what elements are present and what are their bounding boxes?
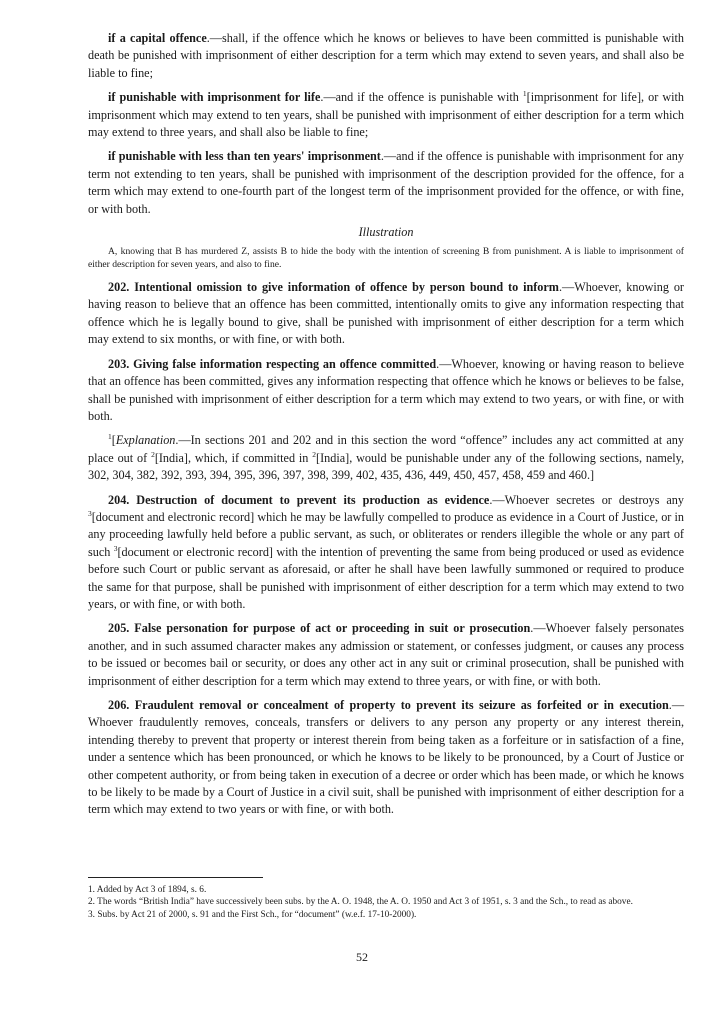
section-text: .—Whoever fraudulently removes, conceals, transfers or delivers to any person any property or any interest therein, intending thereby to prevent that property or interest therein from being taken as a forfeiture or in satisfaction of a fine, under a sentence which has been pronounced, or which he knows to be likely to be pronounced, by a Court of Justice or other competent authority, or from being taken in execution of a decree or order which has been made, or which he knows to be likely to be made by a Court of Justice in a civil suit, shall be punished with imprisonment of either description for a term which may extend to two years or with fine, or with both. <box>88 698 684 817</box>
footnote-ref: 1 <box>108 432 112 442</box>
footnotes <box>88 884 684 921</box>
explanation-text: .—In sections 201 and 202 and in this section the word “offence” includes any act committed at any place out of <box>88 433 684 465</box>
footnote-ref: 1 <box>522 89 527 99</box>
footnote-ref: 2 <box>312 449 317 459</box>
clause-heading: if punishable with less than ten years' imprisonment <box>108 149 381 164</box>
clause-text: .—and if the offence is punishable with <box>320 90 523 105</box>
footnote-ref: 3 <box>88 508 92 518</box>
section-204 <box>88 492 684 614</box>
footnote-item <box>88 896 684 908</box>
clause-heading: if punishable with imprisonment for life <box>108 90 321 105</box>
footnote-ref: 2 <box>151 449 155 459</box>
footnote-item <box>88 884 684 896</box>
explanation-text: [India], would be punishable under any of the following sections, namely, 302, 304, 382, 392, 393, 394, 395, 396, 397, 398, 399, 402, 435, 436, 449, 450, 457, 458, 459 and 460.] <box>88 450 684 483</box>
clause-capital-offence <box>88 30 684 82</box>
footnote-item <box>88 909 684 921</box>
footnote-ref: 3 <box>113 543 118 553</box>
section-heading: 202. Intentional omission to give information of offence by person bound to inform <box>108 280 559 295</box>
illustration-title: Illustration <box>358 225 414 240</box>
explanation-text: [India], which, if committed in <box>154 450 313 465</box>
illustration-text: A, knowing that B has murdered Z, assists B to hide the body with the intention of screening B from punishment. A is liable to imprisonment of either description for seven years, and also to fine. <box>88 246 684 271</box>
section-text: .—Whoever, knowing or having reason to believe that an offence has been committed, gives any information respecting that offence which he knows or believes to be false, shall be punished with imprisonment of either description for a term which may extend to two years, or with fine, or with both. <box>88 356 684 423</box>
section-202 <box>88 279 684 349</box>
explanation-label: Explanation <box>115 433 176 448</box>
section-text: .—Whoever, knowing or having reason to believe that an offence has been committed, intentionally omits to give any information respecting that offence which he is legally bound to give, shall be punished with imprisonment of either description for a term which may extend to six months, or with fine, or with both. <box>88 280 684 347</box>
clause-text: [imprisonment for life], or with imprisonment which may extend to ten years, shall be punished with imprisonment of either description for a term which may extend to three years, and shall also be liable to fine; <box>88 90 685 140</box>
section-heading: 203. Giving false information respecting an offence committed <box>108 356 437 371</box>
explanation-paragraph: $^1$[Explanation.—In sections 201 and 202 and in this section the word “offence” includes any act committed at any place out of $^2$[India], which, if committed in $^2$[India], would be punishable under any of the following sections, namely, 302, 304, 382, 392, 393, 394, 395, 396, 397, 398, 399, 402, 435, 436, 449, 450, 457, 458, 459 and 460.] <box>88 432 684 483</box>
footnote-number: 3. <box>88 909 95 920</box>
clause-text: .—shall, if the offence which he knows or believes to have been committed is punishable with death be punished with imprisonment of either description for a term which may extend to seven years, and shall also be liable to fine; <box>88 31 685 80</box>
section-heading: 204. Destruction of document to prevent its production as evidence <box>108 492 490 507</box>
section-text: .—Whoever falsely personates another, and in such assumed character makes any admission or statement, or confesses judgment, or causes any process to be issued or becomes bail or security, or does any other act in any suit or criminal prosecution, shall be punished with imprisonment of either description for a term which may extend to three years, or with fine, or with both. <box>88 621 684 688</box>
footnote-number: 1. <box>88 885 95 895</box>
footnote-text: Added by Act 3 of 1894, s. 6. <box>96 885 207 895</box>
footnote-text: Subs. by Act 21 of 2000, s. 91 and the First Sch., for “document” (w.e.f. 17-10-2000). <box>97 909 417 920</box>
section-203 <box>88 356 684 426</box>
clause-less-than-ten-years <box>88 148 684 218</box>
footnote-number: 2. <box>88 897 95 908</box>
footnote-text: The words “British India” have successively been subs. by the A. O. 1948, the A. O. 1950 and Act 3 of 1951, s. 3 and the Sch., to read as above. <box>97 897 633 908</box>
section-205 <box>88 620 684 690</box>
section-text: [document or electronic record] with the intention of preventing the same from being produced or used as evidence before such Court or public servant as aforesaid, or after he shall have been lawfully summoned or required to produce the same for that purpose, shall be punished with imprisonment of either description for a term which may extend to two years, or with fine, or with both. <box>88 544 684 611</box>
clause-text: .—and if the offence is punishable with imprisonment for any term not extending to ten years, shall be punished with imprisonment of the description provided for the offence, for a term which may extend to one-fourth part of the longest term of the imprisonment provided for the offence, or with fine, or with both. <box>88 149 684 216</box>
clause-heading: if a capital offence <box>108 31 207 45</box>
section-text: [document and electronic record] which he may be lawfully compelled to produce as evidence in a Court of Justice, or in any proceeding lawfully held before a public servant, as such, or obliterates or renders illegible the whole or any part of such <box>88 509 684 559</box>
section-heading: 205. False personation for purpose of act or proceeding in suit or prosecution <box>108 621 531 636</box>
section-text: .—Whoever secretes or destroys any <box>489 492 684 507</box>
section-206 <box>88 697 684 819</box>
section-heading: 206. Fraudulent removal or concealment of property to prevent its seizure as forfeited or in execution <box>108 698 669 712</box>
clause-imprisonment-for-life <box>88 89 684 141</box>
footnote-divider <box>88 877 263 878</box>
page-number: 52 <box>356 950 368 964</box>
